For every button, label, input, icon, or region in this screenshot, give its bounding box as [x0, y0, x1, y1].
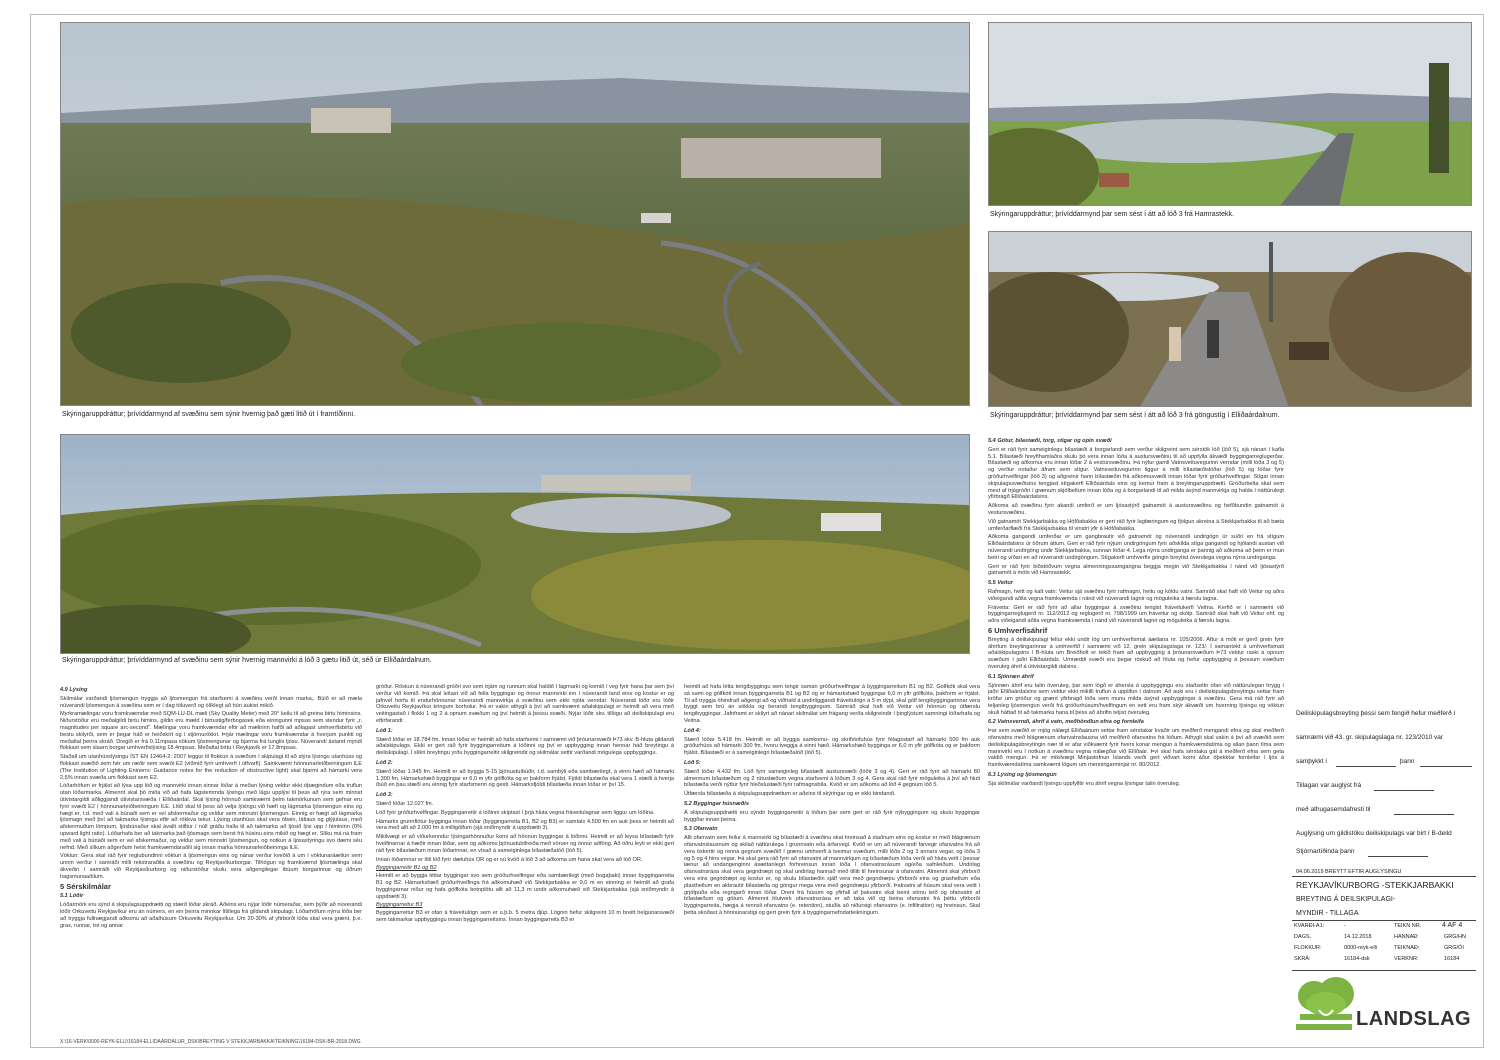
- section-5-5-heading: 5.5 Veitur: [988, 580, 1013, 587]
- paragraph: Við gatnamót Stekkjarbakka og Höfðabakka er gert ráð fyrir lagfæringum og fjölgun akreina á Stekkjarbakka til að bæta umferðarflæði frá Stekkjarbakka til vinstri yfir á Höfðabakka.: [988, 518, 1284, 532]
- text-column-2: [376, 684, 674, 1036]
- landslag-logo: [1292, 974, 1476, 1034]
- section-4-9-heading: 4.9 Lýsing: [60, 687, 88, 693]
- paragraph: Staðall um utanhússlýsingu ÍST EN 12464-2: 2007 leggur til flokkun á svæðum í skipulagi til að stýra lýsingu utanhúss og flokkast svæðið sem hér um ræðir sem svæði E2 (viðmið fyrir umhverfi í útfvarfi). Samkvæmt hönnunarleiðbeiningum ILE (The Institution of Lighting Eninerrs: Guidance notes for the reduction of obstructive light) skal bjarmi að hámarki vera 2,5% innan svæða um flokkast sem E2.: [60, 754, 362, 781]
- date-value: 14.12.2018: [1344, 934, 1372, 940]
- paragraph: Gert er ráð fyrir biðstöðvum vegna almenningssamgangna beggja megin við Stekkjarbakka í nánd við ljósastýrð gatnamót á móts við Hamrastekk.: [988, 563, 1284, 577]
- paragraph: Skilmálar varðandi ljósmengun tryggja að ljósmengun frá starfsemi á svæðinu verði innan marka,. Búið er að mæla núverandi ljósmengun á svæðinu sem er í dag töluverð og ólíklegt að hún aukist mikið.: [60, 695, 362, 709]
- section-5-heading: 5 Sérskilmálar: [60, 881, 111, 891]
- paragraph: Innan lóðarinnar er lítil lóð fyrir dæluhús OR og er sú kvöð á lóð 3 að aðkoma um hana skal vera að lóð OR.: [376, 856, 643, 863]
- project-number-value: 16184: [1444, 956, 1460, 962]
- file-path: X:\16-VERK\0000-REYK-ELLI\16184-ELLIDAARDALUR_DSK\BREYTING V STEKKJARBAKKA\TEIKNING\16184-DSK-BR-2018.DWG: [60, 1039, 361, 1045]
- title-block-table: [1294, 922, 1476, 970]
- caption-right-top: Skýringaruppdráttur; þrívíddarmynd þar sem sést í átt að lóð 3 frá Hamrastekk.: [990, 211, 1234, 218]
- lot-2-heading: Lóð 2:: [376, 759, 393, 766]
- section-5-1-heading: 5.1 Lóðir: [60, 893, 84, 900]
- paragraph: Myrkramælingar voru framkvæmdar með SQM-LU-DL mæli (Sky Quality Meter) með 20° keilu til að greina birtu himinsins. Niðurstöður eru meðalgildi birtu himins, gildin eru mæld í birtustig/ferbogasek eða einingunni mpsas sem stendur fyrir „r. magnitudes per square arc-second“. Mælingar voru framkvæmdar eftir að mælirinn hafði að aðlagast umhverfisbirtu við bestu skilyrði, sem er þegar háð er heiðskírt og í stjörnurökkri. Þrjár mælingar voru framkvæmdar á hverjum punkti og meðaltal þeirra skráð. Dregið er frá 0.11mpasa sökum ljósmengunar og bjarma frá tunglis ljósu. Núverandi ástand myndi flokkast sem slaarn borgar umhverfislýsing 18.4mpsas. Meðaltal birtu í Reykjavík er 17.8mpsas.: [60, 711, 362, 752]
- paragraph: Aðkoma gangandi umferðar er um gangbrautir við gatnamót og núverandi undirgögn úr suðri en frá stígum Elliðaárdalsins úr öðrum áttum. Gert er ráð fyrir nýjum undirgöngum fyrir aðskilda stíga gangandi og hjólandi austan við núverandi undirgöng undir Stekkjarbakka, sunnan lóðar 4. Lega nýrra undirganga er þannig að aðkoma að þeim er mun betri og víðari en að núverandi undirgöngum. Stígakerfi umhverfis göngin breytist óverulega vegna nýrra undirganga.: [988, 534, 1284, 561]
- paragraph: Stærð lóðar 1.945 fm. Heimilt er að byggja 5-15 þjónustuíbúðir, t.d. sambýli eða sambærilegt, á einni hæð að hámarki 1.300 fm. Hámarkshæð byggingar er 6,0 m yfir gólfkóta og er þakform frjálst. Fjöldi bílastæða skal vera 1 stæði á hverja íbúð en þau stæði eru einnig fyrir starfsmenn og gesti. Hámarksfjöldi bílastæða innan lóðar er því 15.: [376, 768, 674, 789]
- revision-note: 04.06.2019 BREYTT EFTIR AUGLÝSINGU: [1296, 869, 1402, 875]
- approval-text-3: samþykkt í: [1296, 758, 1328, 765]
- paragraph: Mikilvægt er að viðurkenndur lýsingarhönnuður komi að hönnun byggingar á lóðinni. Heimilt er að leysa bílastæði fyrir hvelfinarnar á hæðir innan lóðar, sem og aðkomu þjónustubifreiða með vöruer og önnur aðföng. Að öðru leyti er ekki gert ráð fyrir bílastæðum innan lóðarinnar, en vísað á sameiginlega bílastæðalóð (lóð 5).: [376, 834, 674, 854]
- building-area-b1-b2-heading: Byggingarreitir B1 og B2: [376, 865, 437, 872]
- caption-aerial-bottom: Skýringaruppdráttur; þrívíddarmynd af svæðinu sem sýnir hvernig mannvirki á lóð 3 gætu litið út, séð úr Elliðaárdalnum.: [62, 657, 432, 664]
- designed-label: HANNAÐ:: [1394, 934, 1419, 940]
- drawing-number-value: 4 AF 4: [1442, 922, 1463, 929]
- section-6-heading: 6 Umhverfisáhrif: [988, 625, 1048, 635]
- footpath-view-photo: [988, 231, 1472, 407]
- file-value: 16184-dsk: [1344, 956, 1370, 962]
- file-label: SKRÁ:: [1294, 956, 1311, 962]
- approval-text-6: Auglýsing um gildistöku deiliskipulags var birt í B-deild: [1296, 830, 1452, 837]
- approval-text-7: Stjórnartíðinda þann: [1296, 848, 1355, 855]
- paragraph: Lóðarmörk eru sýnd á skipulagsuppdrætti og stærð lóðar skráð. Aðeins eru nýjar lóðir númeraðar, sem þýðir að núverandi lóðir Orkuveitu Reykjavíkur eru án númers, en ein þeirra minnkar lítillega frá gildandi skipulagi. Lóðarhöfum nýrra lóða ber að tryggja fullnægjandi aðkomu að aðalhúsum Orkuveitu Reykjavíkur. Um 20-30% af yfirborði lóða skal vera grænt, þ.e. gras, runnar, tré og annar: [60, 902, 362, 929]
- approval-text-2: samræmi við 43. gr. skipulagslaga nr. 123/2010 var: [1296, 734, 1444, 741]
- paragraph: Breyting á deiliskipulagi fellur ekki undir lög um umhverfismat áætlana nr. 105/2006. Aftur á móti er gerð grein fyrir áhrifum breytingarinnar á umhverfið í samræmi við 12. grein skipulagslaga nr. 123/. Í samantekt á umhverfismati aðalskipulagsins í B-hluta um Breiðholt er tekið fram að uppbygging á þróunarsvæðum Þ73 veldur raski á opnum svæðum í jaðri Elliðaárdals. Umræddi svæði eru þegar röskuð að hluta og hefur uppbygging á þessum svæðum óveruleg áhrif á útivistargildi dalsins.: [988, 636, 1284, 670]
- project-number-label: VERKNR:: [1394, 956, 1419, 962]
- lot-3-heading: Lóð 3:: [376, 792, 393, 799]
- aerial-view-future-photo: [60, 22, 970, 406]
- text-column-1: [60, 684, 362, 1036]
- paragraph: Vöktun: Gera skal ráð fyrir reglubundinni vöktun á ljósmengun eins og nánar verður kveðið á um í vöktunaráætlun sem unnin verður í samráði milli rekstraraðila á svæðinu og Reykjavíkurborgar. Tilhögun og framkvæmd ljósmælinga skal ákveðin í samráði við Reykjavíkurborg og niðurstöður skulu vera aðgengilegar íbúum borgarinnar og öðrum hagsmunaaðilum.: [60, 853, 362, 880]
- project-title: REYKJAVÍKURBORG -STEKKJARBAKKI: [1296, 880, 1454, 890]
- paragraph: Þar sem svæðið er mjög nálægt Elliðaánum settar fram sérstakar kvaðir um meðferð mengandi efna og skal meðferð ofanvatns með blágrænum ofanvatnslausna við meðferð ofanvatns frá lóðum. Athygli skal vakin á því að svæðið sem deiliskipulagsbreytingin nær til er afar viðkvæmt fyrir hvers konar mengun á framkvæmdatíma og allan þann tíma sem mannvirki eru í notkun á svæðinu vegna nálægðar við Elliðaár. Því skal hafa sérstaka gát á meðferð efna sem geta valdið mengun. Þá er mikilvægt Minjastofnun Íslands verði gert viðvart komi áður óþekktar fornleifar í ljós á framkvæmdatíma samkvæmt lögum um menningarminjar nr. 80/2012.: [988, 728, 1284, 769]
- section-6-2-heading: 6.2 Vatnsverndi, áhrif á vatn, meðhöndlun efna og fornleifa: [988, 719, 1144, 726]
- approval-block: [1296, 710, 1476, 860]
- lot-1-heading: Lóð 1:: [376, 727, 393, 734]
- paragraph: Stærð lóðar 12.027 fm.: [376, 800, 434, 807]
- hamrastekkur-view-photo: [988, 22, 1472, 206]
- paragraph: Lóð fyrir gróðurhvelfingar. Byggingarreitir á lóðinni skiptast í þrjá hluta vegna fráveitulagnar sem liggur um lóðina.: [376, 809, 655, 816]
- paragraph: Heimilt er að byggja léttar byggingar svo sem gróðurhvelfingar eða sambærilegt (með bogaþaki) innan byggingarreita B1 og B2. Hámarkshæð gróðurhvelfinga frá aðkomuhæð við Stekkjarbakka er 9,0 m en einning er heimilt að grafa byggingarnar niður og hafa gólfkóta botnplötu allt að 11,3 m undir aðkomuhæð við Stekkjarbakka (sjá sniðmyndir á uppdrætti 3).: [376, 873, 674, 900]
- caption-right-mid: Skýringaruppdráttur; þrívíddarmynd þar sem sést í átt að lóð 3 frá göngustíg í Elliðaárdalnum.: [990, 412, 1280, 419]
- drawing-number-label: TEIKN NR.: [1394, 923, 1422, 929]
- section-6-1-heading: 6.1 Sjónræn áhrif: [988, 673, 1034, 680]
- text-column-4: [988, 435, 1284, 965]
- approval-text-4: Tillagan var auglýst frá: [1296, 782, 1362, 789]
- drawn-label: TEIKNAÐ:: [1394, 945, 1420, 951]
- approval-text-1: Deiliskipulagsbreyting þessi sem fengið hefur meðferð í: [1296, 710, 1456, 717]
- logo-text: LANDSLAG: [1356, 1008, 1472, 1030]
- paragraph: Stærð lóðar er 18.784 fm. Innan lóðar er heimilt að hafa starfsemi í samræmi við þróunarsvæði Þ73 skv. B-hluta gildandi aðalskipulags. Ekki er gert ráð fyrir byggingarreitum á lóðinni og því er uppbygging innan hennar háð breytingu á deiliskipulagi. Í slíkri breytingu yrðu byggingarreitir skilgreindir og skilmálar settir varðandi mögulega uppbyggingu.: [376, 736, 674, 757]
- lot-4-heading: Lóð 4:: [684, 727, 701, 734]
- paragraph: gróður. Röskun á núverandi gróðri svo sem trjám og runnum skal haldið í lágmarki og komið í veg fyrir hana þar sem því verður við komið. Þá skal leitast við að fella byggingar og önnur mannvirki inn í núverandi land eins og kostur er og jafnvel horfa til endurhönnunar núverandi mannvirkja á svæðinu sem ekki njóta verndar. Núverandi lóðir eru lóðir Orkuveitu Reykjavíkur kringum borholur. Þá er vakin athygli á því að samkvæmt aðalskipulagi er heimilt að vera með veitingastað í flokki 1 og 2 á opnum svæðum og því heimilt á þessu svæði. Nýjar lóðir skv. tillögu að deiliskipulagi eru eftirfarandi:: [376, 684, 674, 724]
- section-6-3-heading: 6.3 Lýsing og ljósmengun: [988, 772, 1057, 779]
- scale-label: KVARÐI-A1:: [1294, 923, 1325, 929]
- scale-value: -: [1344, 923, 1346, 929]
- text-column-3: [684, 684, 980, 1036]
- paragraph: Stærð lóðar 4.432 fm. Lóð fyrir sameiginleg bílastæði austursvæði (lóðir 3 og 4). Gert er ráð fyrir að hámarki 80 almennum bílastæðum og 2 rútustæðum vegna starfsemi á lóðum 3 og 4. Gera skal ráð fyrir möguleika á því að hluti bílastæða verði nýttur fyrir hleðslustæði fyrir rafmagnsbíla. Kvöð er um aðkomu að lóð 4 gegnum lóð 5.: [684, 768, 980, 789]
- date-label: DAGS.: [1294, 934, 1312, 940]
- section-5-3-heading: 5.3 Ofanvatn: [684, 826, 718, 833]
- paragraph: Lóðarhöfum er frjálst að lýsa upp lóð og mannvirki innan sinnar lóðar á meðan lýsing veldur ekki óþægindum eða truflun utan lóðarmarka. Almennt skal þó miða við að hafa lágstemmda lýsingu með lágu upplýsi til þess að rýra sem minnst útivistargildi aðliggjandi útivistarsvæða í Elliðaárdal. Skal lýsing hönnuð samkvæmt þeim takmörkunum sem gefnar eru fyrir svæði E2 í hönnunarleiðbeiningum ILE. Lítið skal til þess að velja lýsingu við hæfi og lágmarka ljósmengun eins og hægt er, t.d. með vali á búnaði sem er vel afskermaður og veldur sem minnstri ljósmengun. Einnig er hægt að lágmarka ljósmagn með því að takmarka lýsingu eftir að rökkva tekur. Lýsing utanhúss skal vera óbein, látlaus og glýjulaus, með afskermuðum lömpum, ljósbúnaður skal ávallt stilltur í núll gráðu halla til að takmarka að ljósið lýsi upp í himininn (0% upward light ratio). Lóðarhafa ber að takmarka það ljósmagn sem berst frá húsinu eins mikið og hægt er. Slíku má ná fram með vali á búnaði sem er vel afskermaður, og veldur sem minnstri ljósmengun, og notkun á ljósastýringu svo dæmi séu nefnd. Með slíkum aðgerðum helst framkvæmdaraðili sig innan marka hönnunarleiðbeininga ILE.: [60, 783, 362, 851]
- paragraph: Allt ofanvatn sem fellur á mannvirki og bílastæði á svæðinu skal hreinsað á staðnum eins og kostur er með blágrænum ofanvatnslausnum og skilað náttúrulega í grunnvatn eða árfarvegi. Kvöð er um að núverandi farvegir ofanvatns frá að vera óskertir og renna gegnum svæðið í grænu umhverfi á tveimur svæðum, milli lóða 2 og 3 annars vegar, og lóða 3 og 5 og 4 hins vegar. Þá skal gera ráð fyrir að ofanvatni af mannvirkjum og bílastæðum lóða verði að hluta veitt í þessar lænur að undangenginni ásættanlegri forhreinsun innan lóða í ofanvatnsrásum og/eða safnleiðum. Undirlag ofanvatnsrása skal vera gegndræpt og skal undirlag hannað með tilliti til hreinsunar á ofanvatni. Almennt skal yfirborð vera eins gegndræpt og kostur er, og skulu bílastæðin sjálf vera með gegndræpu yfirborði eins og grashellum eða plasthellum en akbrautir bílastæða og göngur mega vera með gegndræpu yfirborði. Þakvatni af húsum skal vera veitt í grjótpúða eða regngarð innan lóðar. Dreni frá húsum og yfirfall af þakvatni skal beint sömu leið og ofanvatni af bílastæðum og götum. Almennt hlutverk ofanvatnsrása er að taka við og beina ofanvatni frá þéttu yfirborði byggingarreita, hægja á rennsli ofanvatns (e. retention), stuðla að niðursigi ofanvatns (e. infiltration) og hreinsun. Skal þetta skoðast á hönnunarstigi og gert grein fyrir á byggingarnefndarteikningum.: [684, 835, 980, 916]
- project-subtitle-1: BREYTING Á DEILSKIPULAGI-: [1296, 896, 1396, 903]
- lot-5-heading: Lóð 5:: [684, 759, 701, 766]
- caption-aerial-top: Skýringaruppdráttur; þrívíddarmynd af svæðinu sem sýnir hvernig það gæti litið út í framtíðinni.: [62, 411, 355, 418]
- paragraph: Útfærsla bílastæða á skipulagsuppdrættum er aðeins til skýringar og er ekki bindandi.: [684, 791, 896, 798]
- drawn-value: GRG/ÓI: [1444, 945, 1464, 951]
- paragraph: Stærð lóðar 5.418 fm. Heimilt er að byggja samkomu- og skrifstofuhús fyrir félagsstarf að hámarki 500 fm auk gróðurhúss að hámarki 300 fm, hvoru tveggja á einni hæð. Hámarkshæð bygginga er 6,0 m yfir gólfkóta og er þakform frjálst. Bílastæði er á sameiginlegri bílastæðalóð (lóð 5).: [684, 736, 980, 757]
- paragraph: heimilt að hafa létta tengibyggingu sem tengir saman gróðurhvelfingar á byggingarreitum B1 og B2. Gólfkóti skal vera sá sami og gólfkóti innan byggingarreita B1 og B2 og er hámarkshæð byggingar 6,0 m yfir gólfkóta, þakform er frjálst. Til að tryggja óhindrað aðgengi að og viðhald á undirliggjandi fráveitulögn á 5 m dýpi, skal gólf tengibyggingarinnar vera byggt sem brú án sökkla og berandi tengibyggingum. Samráð skal haft við Veitur við hönnun og útfærslu tengibyggingar. Jafnframt er skilyrt að nánari skilmálar um frágang verða skilgreindir í þinglýstum samningi lóðarhafa og Veitna.: [684, 684, 980, 724]
- category-label: FLOKKUR:: [1294, 945, 1322, 951]
- approval-text-5: með athugasemdafresti til: [1296, 806, 1371, 813]
- category-value: 0000-reyk-elli: [1344, 945, 1378, 951]
- paragraph: Fráveita: Gert er ráð fyrir að allar byggingar á svæðinu tengist fráveitukerfi Veitna. Kerfið er í samræmi við byggingarreglugerð nr. 112/2012 og reglugerð nr. 798/1999 um fráveitur og skólp. Samráð skal haft við Veitur ohf. og aðra viðeigandi aðila vegna framkvæmda í nánd við núverandi lagnir og möguleika á færslu lagna.: [988, 604, 1284, 625]
- valley-lot3-view-photo: [60, 434, 970, 654]
- paragraph: Hámarks grunnflötur bygginga innan lóðar (byggingarreita B1, B2 og B3) er samtals 4.500 fm en auk þess er heimilt að vera með allt að 2.000 fm á milligólfum (sjá sniðmyndir á uppdrætti 3).: [376, 818, 674, 832]
- building-area-b3-heading: Byggingarreitur B3: [376, 902, 423, 909]
- section-5-2-heading: 5.2 Byggingar húsnæðis: [684, 800, 749, 807]
- paragraph: Sjá skilmálar varðandi lýsingu uppfylltir eru áhrif vegna lýsingar talin óveruleg.: [988, 780, 1181, 787]
- project-subtitle-2: MYNDIR - TILLAGA: [1296, 910, 1359, 917]
- paragraph: Á skipulagsuppdrætti eru sýndir byggingarreitir á lóðum þar sem gert er ráð fyrir nýbyggingum og skulu byggingar byggðar innan þeirra.: [684, 809, 980, 823]
- paragraph: Gert er ráð fyrir sameiginlegu bílastæði á borgarlandi sem verður skilgreint sem sérstök lóð (lóð 5), sjá nánari í kafla 5.1. Bílastæði hreyfihamlaðra skulu þó vera innan lóða á austursvæðinu til að uppfylla ákvæði byggingarreglugerðar. Bílastæði og aðkomur eru innan lóðar 2 á vestursvæðinu. Þá nýtur gamli Vatnsveituvegurinn verndar (milli lóða 3 og 5) og verður notaður áfram sem stígur. Vatnsveituvegurinn liggur á milli bílastæðislóðar (lóð 5) og lóðar fyrir gróðurhvelfingar (lóð 3) og aðgreinir hann bílastæðin frá aðkomusvæði innan lóðar fyrir gróðurhvelfingar. Stígar innan skipulagssvæðisins tengjast stígakerfi Elliðaárdals eins og kemur fram á breytingaruppdrætti. Gróðurbelta skal sem mest af trjágróðri / grænum skjólbeltum innan lóða og á borgarlandi til að milda ásýnd mannvirkja og halda í náttúrulegt yfirbragð Elliðaárdalsins.: [988, 446, 1284, 501]
- section-5-4-heading: 5.4 Götur, bílastæði, torg, stígar og opin svæði: [988, 438, 1112, 444]
- paragraph: Byggingarreitur B3 er ofan á fráveitulögn sem er u.þ.b. 5 metra djúp. Lögnin hefur skilgreint 10 m breitt helgunarsvæði sem takmarkar uppbyggingu innan byggingarreitsins. Innan byggingarreits B3 er: [376, 910, 674, 923]
- designed-value: GRG/HN: [1444, 934, 1466, 940]
- paragraph: Rafmagn, heitt og kalt vatn: Veitur sjá svæðinu fyrir rafmagni, heitu og köldu vatni. Samráð skal haft við Veitur og aðra viðeigandi aðila vegna framkvæmda í nánd við núverandi lagnir og möguleika á færslu lagna.: [988, 588, 1284, 602]
- paragraph: Sjónræn áhrif eru talin óveruleg, þar sem lögð er áhersla á uppbyggingu eru staðsettir ofan við náttúrulegan hrygg í jaðri Elliðaárdalsins sem veldur ekki mikilli truflun á upplifun í dalnum. Að auki eru í deiliskipulagsbreytingu settar fram kröfur um gróður og grænt yfirbragð lóða sem munu milda ásýnd uppbyggingar á svæðinu. Gera má ráð fyrir að teljanleg ljósmengun verði frá gróðurhúsum/hvelfingum en sett eru fram skýr ákvæði um hverning lýsingu og vöktun skuli háttað til að takmarka hana til þess að áhrifin teljist óveruleg.: [988, 682, 1284, 716]
- approval-text-3b: þann: [1400, 758, 1415, 765]
- paragraph: Aðkoma að svæðinu fyrir akandi umferð er um ljósastýrð gatnamót á austursvæðinu og hefðbundin gatnamót á vestursvæðinu.: [988, 503, 1284, 516]
